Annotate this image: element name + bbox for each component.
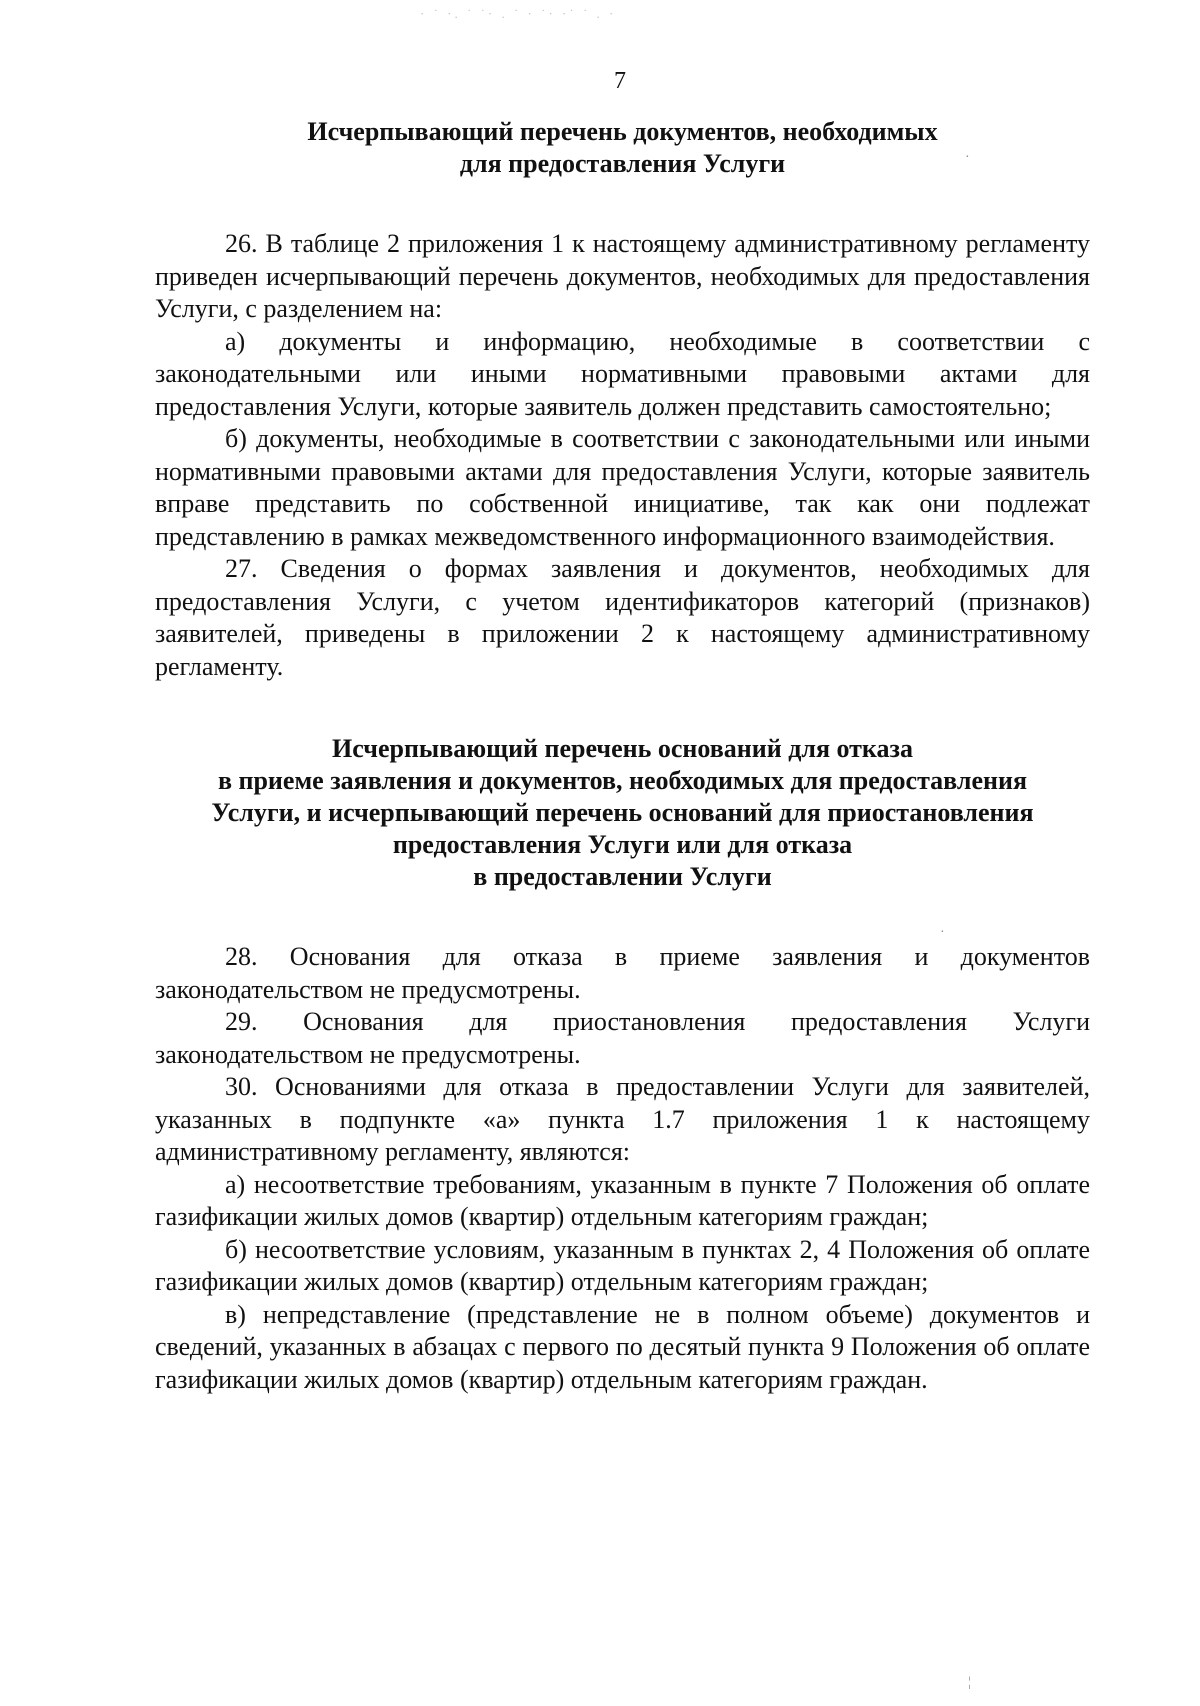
paragraph-30-a: а) несоответствие требованиям, указанным в пункте 7 Положения об оплате газификации жилых домов (квартир) отдельным категориям граждан; [155,1169,1090,1231]
scan-speck: · [965,150,970,165]
paragraph-30-v: в) непредставление (представление не в полном объеме) документов и сведений, указанных в абзацах с первого по десятый пункта 9 Положения об оплате газификации жилых домов (квартир) отдельным категориям граждан. [155,1299,1090,1394]
paragraph-29: 29. Основания для приостановления предоставления Услуги законодательством не предусмотрены. [155,1007,1090,1069]
heading-line: Исчерпывающий перечень оснований для отказа [332,734,913,763]
page-number: 7 [614,68,626,94]
heading-line: предоставления Услуги или для отказа [392,830,853,859]
paragraph-26-b: б) документы, необходимые в соответствии с законодательными или иными нормативными правовыми актами для предоставления Услуги, которые заявитель вправе представить по собственной инициативе, так как они подлежат представлению в рамках межведомственного информационного взаимодействия. [155,424,1090,551]
heading-line: Исчерпывающий перечень документов, необходимых [307,117,938,146]
scan-artifact: · ˙ ·. ˙ ˙· . ˙ · ˙· ·˙ ˙ . · [420,6,617,21]
scan-speck: · [940,925,945,940]
section-heading-documents [155,116,1090,180]
paragraph-28: 28. Основания для отказа в приеме заявления и документов законодательством не предусмотрены. [155,942,1090,1004]
document-body [155,116,1090,1396]
paragraph-30-b: б) несоответствие условиям, указанным в пунктах 2, 4 Положения об оплате газификации жилых домов (квартир) отдельным категориям граждан; [155,1234,1090,1296]
paragraph-26: 26. В таблице 2 приложения 1 к настоящему административному регламенту приведен исчерпывающий перечень документов, необходимых для предоставления Услуги, с разделением на: [155,229,1090,323]
heading-line: Услуги, и исчерпывающий перечень оснований для приостановления [211,798,1034,827]
heading-line: для предоставления Услуги [459,149,786,178]
heading-line: в предоставлении Услуги [473,862,772,891]
scan-speck: ¦ [968,1675,971,1690]
heading-line: в приеме заявления и документов, необходимых для предоставления [217,766,1028,795]
paragraph-26-a: а) документы и информацию, необходимые в соответствии с законодательными или иными нормативными правовыми актами для предоставления Услуги, которые заявитель должен представить самостоятельно; [155,326,1090,421]
section-heading-refusal-grounds [155,733,1090,893]
paragraph-30: 30. Основаниями для отказа в предоставлении Услуги для заявителей, указанных в подпункте «а» пункта 1.7 приложения 1 к настоящему административному регламенту, являются: [155,1072,1090,1166]
paragraph-27: 27. Сведения о формах заявления и документов, необходимых для предоставления Услуги, с учетом идентификаторов категорий (признаков) заявителей, приведены в приложении 2 к настоящему административному регламенту. [155,554,1090,681]
